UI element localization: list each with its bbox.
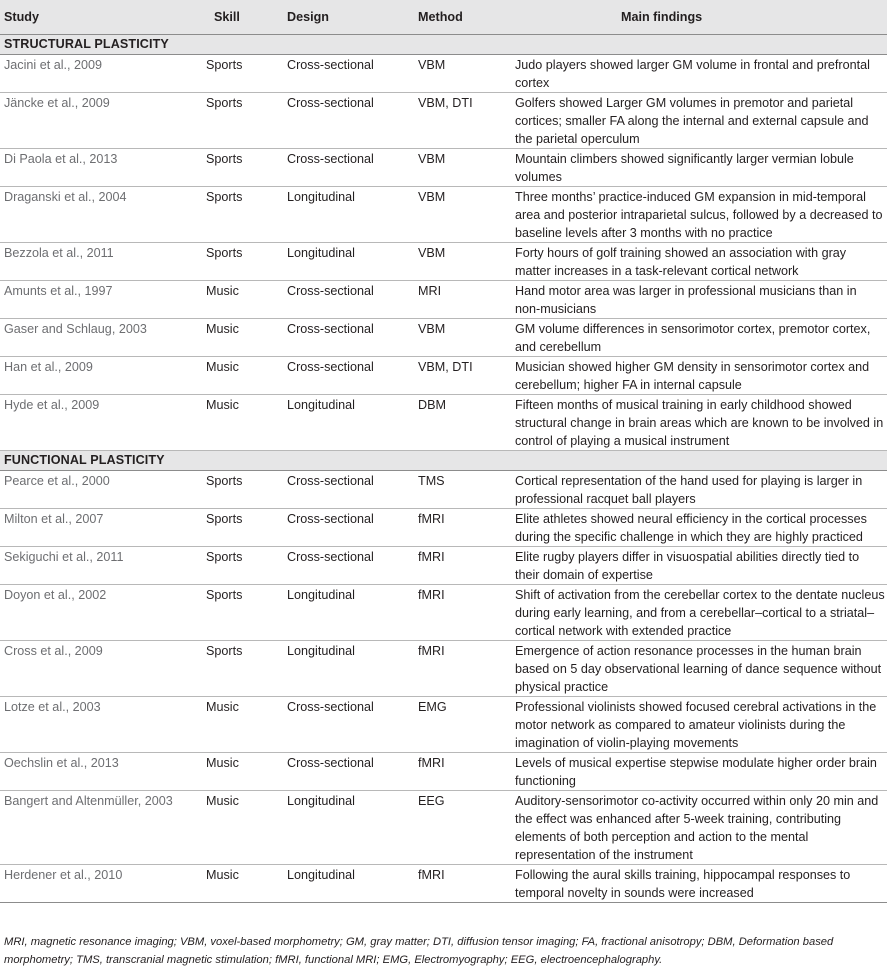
table-row	[0, 93, 887, 149]
table-row	[0, 791, 887, 865]
cell-method: VBM	[414, 319, 511, 357]
cell-findings: Fifteen months of musical training in early childhood showed structural change in brain areas which are known to be involved in control of playing a musical instrument	[511, 395, 887, 451]
table-body	[0, 35, 887, 903]
table-row	[0, 641, 887, 697]
cell-design: Cross-sectional	[283, 357, 414, 395]
cell-design: Longitudinal	[283, 791, 414, 865]
cell-method: fMRI	[414, 509, 511, 547]
cell-findings: Levels of musical expertise stepwise modulate higher order brain functioning	[511, 753, 887, 791]
cell-findings: Judo players showed larger GM volume in frontal and prefrontal cortex	[511, 55, 887, 93]
cell-method: fMRI	[414, 865, 511, 903]
table-row	[0, 357, 887, 395]
cell-study: Bezzola et al., 2011	[0, 243, 202, 281]
table-row	[0, 149, 887, 187]
cell-findings: Emergence of action resonance processes in the human brain based on 5 day observational learning of dance sequence without physical practice	[511, 641, 887, 697]
table-row	[0, 865, 887, 903]
cell-findings: GM volume differences in sensorimotor cortex, premotor cortex, and cerebellum	[511, 319, 887, 357]
section-row	[0, 451, 887, 471]
table-row	[0, 55, 887, 93]
cell-method: fMRI	[414, 585, 511, 641]
cell-design: Longitudinal	[283, 395, 414, 451]
cell-design: Cross-sectional	[283, 471, 414, 509]
cell-study: Pearce et al., 2000	[0, 471, 202, 509]
cell-skill: Music	[202, 791, 283, 865]
cell-method: fMRI	[414, 753, 511, 791]
cell-skill: Music	[202, 281, 283, 319]
cell-skill: Sports	[202, 641, 283, 697]
header-design: Design	[283, 0, 414, 35]
cell-findings: Following the aural skills training, hippocampal responses to temporal novelty in sounds were increased	[511, 865, 887, 903]
cell-method: VBM	[414, 243, 511, 281]
cell-design: Cross-sectional	[283, 149, 414, 187]
cell-design: Cross-sectional	[283, 509, 414, 547]
cell-skill: Sports	[202, 243, 283, 281]
header-study: Study	[0, 0, 202, 35]
cell-skill: Sports	[202, 55, 283, 93]
cell-study: Bangert and Altenmüller, 2003	[0, 791, 202, 865]
cell-skill: Sports	[202, 547, 283, 585]
cell-skill: Music	[202, 865, 283, 903]
table-row	[0, 585, 887, 641]
cell-design: Cross-sectional	[283, 93, 414, 149]
cell-study: Milton et al., 2007	[0, 509, 202, 547]
cell-study: Jacini et al., 2009	[0, 55, 202, 93]
cell-method: VBM	[414, 55, 511, 93]
cell-method: VBM	[414, 149, 511, 187]
cell-method: VBM	[414, 187, 511, 243]
cell-study: Oechslin et al., 2013	[0, 753, 202, 791]
section-title: FUNCTIONAL PLASTICITY	[0, 451, 887, 471]
header-method: Method	[414, 0, 511, 35]
cell-study: Draganski et al., 2004	[0, 187, 202, 243]
cell-design: Cross-sectional	[283, 547, 414, 585]
cell-study: Amunts et al., 1997	[0, 281, 202, 319]
cell-skill: Music	[202, 357, 283, 395]
header-row	[0, 0, 887, 35]
cell-study: Lotze et al., 2003	[0, 697, 202, 753]
cell-skill: Sports	[202, 187, 283, 243]
cell-skill: Sports	[202, 149, 283, 187]
cell-findings: Professional violinists showed focused cerebral activations in the motor network as compared to amateur violinists during the imagination of violin-playing movements	[511, 697, 887, 753]
table-row	[0, 753, 887, 791]
table-row	[0, 509, 887, 547]
cell-method: VBM, DTI	[414, 357, 511, 395]
cell-method: fMRI	[414, 641, 511, 697]
cell-findings: Elite athletes showed neural efficiency in the cortical processes during the specific challenge in which they are highly practiced	[511, 509, 887, 547]
cell-study: Doyon et al., 2002	[0, 585, 202, 641]
cell-findings: Forty hours of golf training showed an association with gray matter increases in a task-relevant cortical network	[511, 243, 887, 281]
cell-study: Sekiguchi et al., 2011	[0, 547, 202, 585]
cell-study: Gaser and Schlaug, 2003	[0, 319, 202, 357]
cell-design: Longitudinal	[283, 187, 414, 243]
cell-study: Di Paola et al., 2013	[0, 149, 202, 187]
table-row	[0, 395, 887, 451]
cell-study: Cross et al., 2009	[0, 641, 202, 697]
cell-skill: Music	[202, 395, 283, 451]
cell-study: Hyde et al., 2009	[0, 395, 202, 451]
cell-skill: Music	[202, 753, 283, 791]
cell-design: Cross-sectional	[283, 753, 414, 791]
header-skill: Skill	[202, 0, 283, 35]
cell-method: fMRI	[414, 547, 511, 585]
cell-findings: Three months’ practice-induced GM expansion in mid-temporal area and posterior intraparietal sulcus, followed by a decreased to baseline levels after 3 months with no practice	[511, 187, 887, 243]
cell-findings: Elite rugby players differ in visuospatial abilities directly tied to their domain of expertise	[511, 547, 887, 585]
cell-skill: Sports	[202, 93, 283, 149]
table-row	[0, 547, 887, 585]
cell-skill: Sports	[202, 471, 283, 509]
section-title: STRUCTURAL PLASTICITY	[0, 35, 887, 55]
table-row	[0, 243, 887, 281]
cell-study: Herdener et al., 2010	[0, 865, 202, 903]
cell-skill: Sports	[202, 509, 283, 547]
table-row	[0, 187, 887, 243]
cell-method: EMG	[414, 697, 511, 753]
cell-design: Longitudinal	[283, 641, 414, 697]
cell-findings: Shift of activation from the cerebellar cortex to the dentate nucleus during early learning, and from a cerebellar–cortical to a striatal–cortical network with extended practice	[511, 585, 887, 641]
cell-findings: Musician showed higher GM density in sensorimotor cortex and cerebellum; higher FA in internal capsule	[511, 357, 887, 395]
cell-design: Cross-sectional	[283, 55, 414, 93]
table-row	[0, 319, 887, 357]
table-header	[0, 0, 887, 35]
cell-study: Han et al., 2009	[0, 357, 202, 395]
cell-method: DBM	[414, 395, 511, 451]
cell-method: EEG	[414, 791, 511, 865]
cell-skill: Music	[202, 319, 283, 357]
cell-design: Longitudinal	[283, 585, 414, 641]
cell-method: TMS	[414, 471, 511, 509]
cell-design: Longitudinal	[283, 865, 414, 903]
cell-findings: Cortical representation of the hand used for playing is larger in professional racquet ball players	[511, 471, 887, 509]
cell-findings: Golfers showed Larger GM volumes in premotor and parietal cortices; smaller FA along the internal and external capsule and the parietal operculum	[511, 93, 887, 149]
cell-study: Jäncke et al., 2009	[0, 93, 202, 149]
section-row	[0, 35, 887, 55]
table-row	[0, 281, 887, 319]
table-row	[0, 697, 887, 753]
cell-findings: Mountain climbers showed significantly larger vermian lobule volumes	[511, 149, 887, 187]
cell-skill: Music	[202, 697, 283, 753]
header-findings: Main findings	[511, 0, 887, 35]
cell-skill: Sports	[202, 585, 283, 641]
table-footnote: MRI, magnetic resonance imaging; VBM, voxel-based morphometry; GM, gray matter; DTI, diffusion tensor imaging; FA, fractional anisotropy; DBM, Deformation based morphometry; TMS, transcranial magnetic stimulation; fMRI, functional MRI; EMG, Electromyography; EEG, electroencephalography.	[4, 936, 834, 966]
cell-design: Cross-sectional	[283, 281, 414, 319]
cell-findings: Auditory-sensorimotor co-activity occurred within only 20 min and the effect was enhanced after 5-week training, contributing elements of both perception and action to the mental representation of the instrument	[511, 791, 887, 865]
cell-design: Longitudinal	[283, 243, 414, 281]
cell-design: Cross-sectional	[283, 319, 414, 357]
table-row	[0, 471, 887, 509]
cell-method: MRI	[414, 281, 511, 319]
cell-design: Cross-sectional	[283, 697, 414, 753]
cell-method: VBM, DTI	[414, 93, 511, 149]
cell-findings: Hand motor area was larger in professional musicians than in non-musicians	[511, 281, 887, 319]
